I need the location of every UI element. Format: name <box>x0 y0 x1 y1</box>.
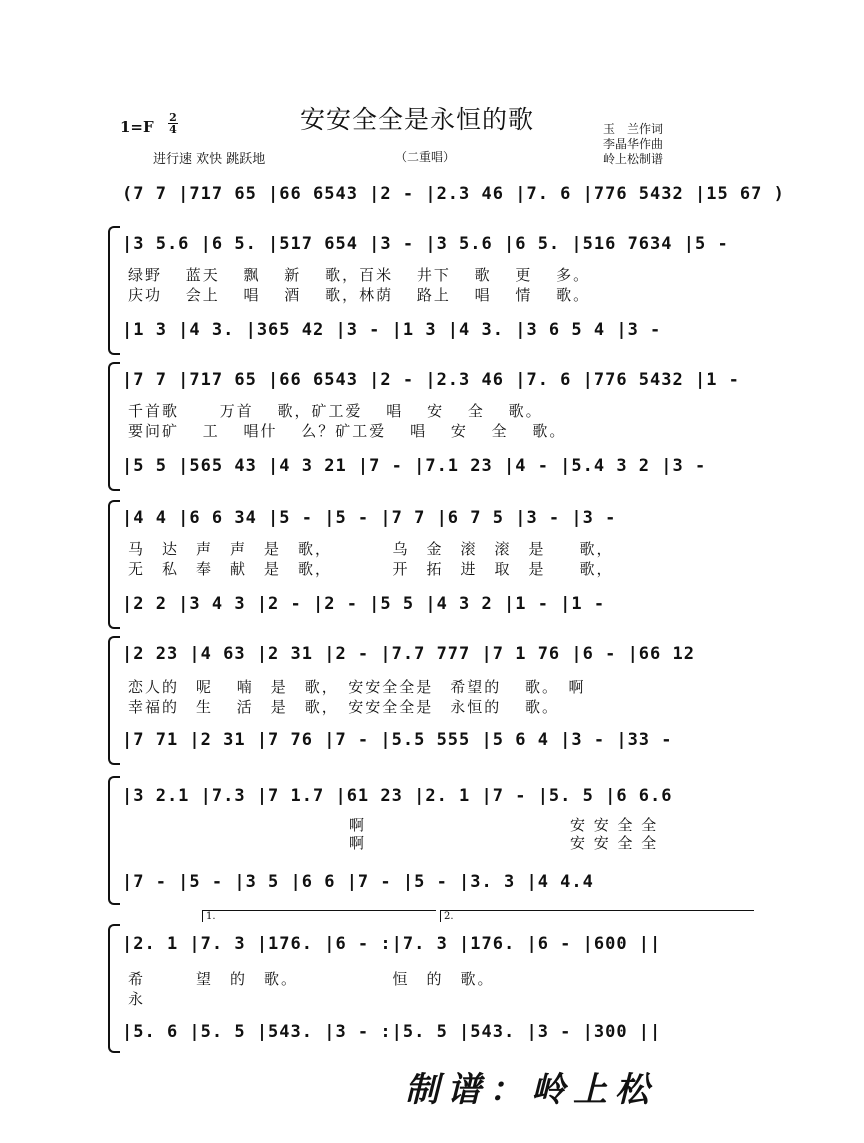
upper-notes: |2. 1 |7. 3 |176. |6 - :|7. 3 |176. |6 - |600 || <box>122 934 662 954</box>
system-3 <box>110 500 760 625</box>
volta-second-ending: 2. <box>440 910 754 922</box>
composer-credit: 李晶华作曲 <box>603 137 664 151</box>
lower-notes: |7 71 |2 31 |7 76 |7 - |5.5 555 |5 6 4 |3 - |33 - <box>122 730 673 750</box>
lyric-verse-2: 要问矿 工 唱什 么？矿工爱 唱 安 全 歌。 <box>128 422 567 440</box>
system-brace <box>108 226 120 355</box>
time-signature <box>168 112 178 135</box>
lower-notes: |1 3 |4 3. |365 42 |3 - |1 3 |4 3. |3 6 5 4 |3 - <box>122 320 662 340</box>
lyric-verse-2: 庆功 会上 唱 酒 歌，林荫 路上 唱 情 歌。 <box>128 286 591 304</box>
system-brace <box>108 776 120 905</box>
system-1 <box>110 226 760 351</box>
tempo-marking: 进行速 欢快 跳跃地 <box>153 152 266 167</box>
time-signature-bottom: 4 <box>169 123 177 136</box>
lower-notes: |5 5 |565 43 |4 3 21 |7 - |7.1 23 |4 - |5.4 3 2 |3 - <box>122 456 707 476</box>
lyric-line-1: 希 望 的 歌。 恒 的 歌。 <box>128 970 495 988</box>
lower-notes: |7 - |5 - |3 5 |6 6 |7 - |5 - |3. 3 |4 4.4 <box>122 872 594 892</box>
lyric-verse-1: 恋人的 呢 喃 是 歌， 安安全全是 希望的 歌。 啊 <box>128 678 586 696</box>
lower-notes: |5. 6 |5. 5 |543. |3 - :|5. 5 |543. |3 - |300 || <box>122 1022 662 1042</box>
upper-notes: |3 2.1 |7.3 |7 1.7 |61 23 |2. 1 |7 - |5. 5 |6 6.6 <box>122 786 673 806</box>
upper-notes: |2 23 |4 63 |2 31 |2 - |7.7 777 |7 1 76 |6 - |66 12 <box>122 644 695 664</box>
upper-notes: |7 7 |717 65 |66 6543 |2 - |2.3 46 |7. 6 |776 5432 |1 - <box>122 370 740 390</box>
song-title: 安安全全是永恒的歌 <box>300 105 535 134</box>
key-signature: 1=F <box>120 118 154 136</box>
lyric-verse-1: 马 达 声 声 是 歌， 乌 金 滚 滚 是 歌， <box>128 540 614 558</box>
lyric-line-1: 啊 安 安 全 全 <box>128 816 659 834</box>
system-6 <box>110 910 760 1050</box>
lyric-verse-2: 无 私 奉 献 是 歌， 开 拓 进 取 是 歌， <box>128 560 614 578</box>
transcriber-signature: 制谱：岭上松 <box>405 1070 657 1110</box>
system-brace <box>108 636 120 765</box>
intro-notes: (7 7 |717 65 |66 6543 |2 - |2.3 46 |7. 6 |776 5432 |15 67 ) <box>122 184 785 204</box>
system-2 <box>110 362 760 487</box>
volta-first-ending: 1. <box>202 910 436 922</box>
upper-notes: |4 4 |6 6 34 |5 - |5 - |7 7 |6 7 5 |3 - |3 - <box>122 508 617 528</box>
system-intro <box>110 180 785 210</box>
lyric-line-2: 永 <box>128 990 146 1008</box>
lyric-verse-1: 千首歌 万首 歌，矿工爱 唱 安 全 歌。 <box>128 402 543 420</box>
lyric-verse-2: 幸福的 生 活 是 歌， 安安全全是 永恒的 歌。 <box>128 698 560 716</box>
transcriber-credit: 岭上松制谱 <box>603 152 664 166</box>
system-4 <box>110 636 760 761</box>
form-label: （二重唱） <box>395 150 456 164</box>
system-brace <box>108 362 120 491</box>
upper-notes: |3 5.6 |6 5. |517 654 |3 - |3 5.6 |6 5. |516 7634 |5 - <box>122 234 729 254</box>
system-5 <box>110 776 760 901</box>
credits <box>603 122 663 167</box>
lower-notes: |2 2 |3 4 3 |2 - |2 - |5 5 |4 3 2 |1 - |1 - <box>122 594 606 614</box>
system-brace <box>108 924 120 1053</box>
system-brace <box>108 500 120 629</box>
time-signature-top: 2 <box>169 111 177 124</box>
lyric-line-2: 啊 安 安 全 全 <box>128 834 659 852</box>
lyric-verse-1: 绿野 蓝天 飘 新 歌，百米 井下 歌 更 多。 <box>128 266 591 284</box>
lyricist-credit: 玉 兰作词 <box>603 122 664 136</box>
